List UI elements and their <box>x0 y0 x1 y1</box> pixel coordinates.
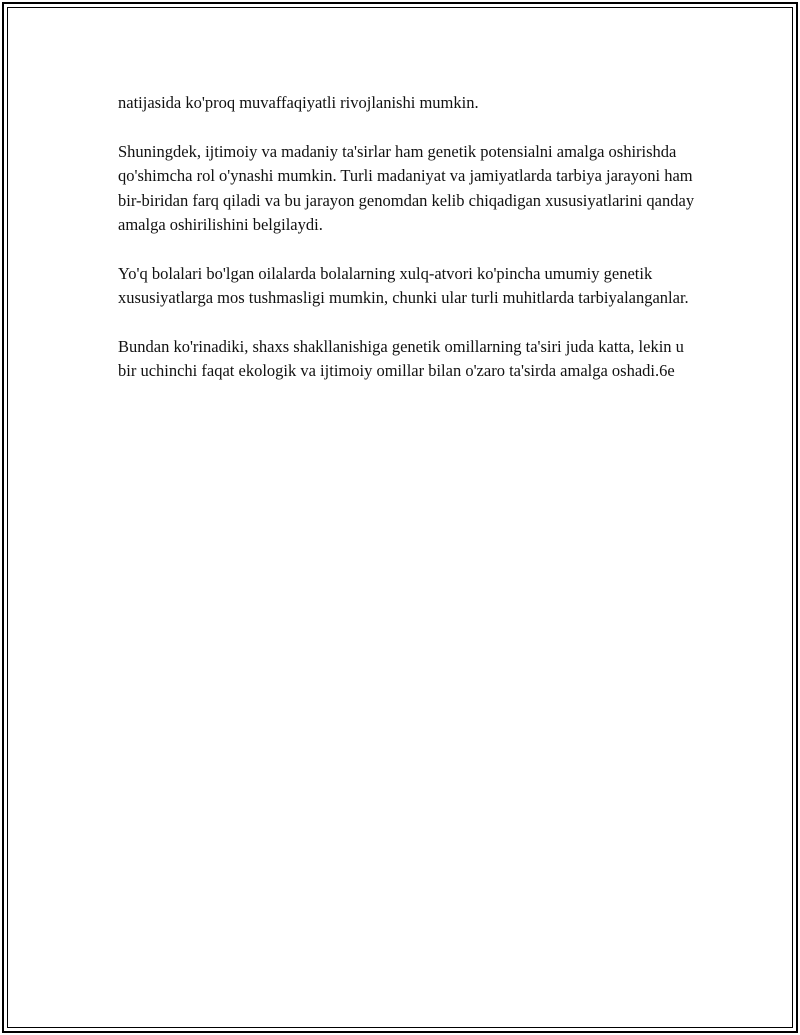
document-body <box>118 91 698 408</box>
paragraph-2: Shuningdek, ijtimoiy va madaniy ta'sirlar ham genetik potensialni amalga oshirishda qo'shimcha rol o'ynashi mumkin. Turli madaniyat va jamiyatlarda tarbiya jarayoni ham bir-biridan farq qiladi va bu jarayon genomdan kelib chiqadigan xususiyatlarini qanday amalga oshirilishini belgilaydi. <box>118 141 695 235</box>
paragraph-4: Bundan ko'rinadiki, shaxs shakllanishiga genetik omillarning ta'siri juda katta, lekin u bir uchinchi faqat ekologik va ijtimoiy omillar bilan o'zaro ta'sirda amalga oshadi.6e <box>118 337 684 381</box>
paragraph-3: Yo'q bolalari bo'lgan oilalarda bolalarning xulq-atvori ko'pincha umumiy genetik xususiyatlarga mos tushmasligi mumkin, chunki ular turli muhitlarda tarbiyalanganlar. <box>118 263 689 308</box>
paragraph-1: natijasida ko'proq muvaffaqiyatli rivojlanishi mumkin. <box>118 93 479 112</box>
